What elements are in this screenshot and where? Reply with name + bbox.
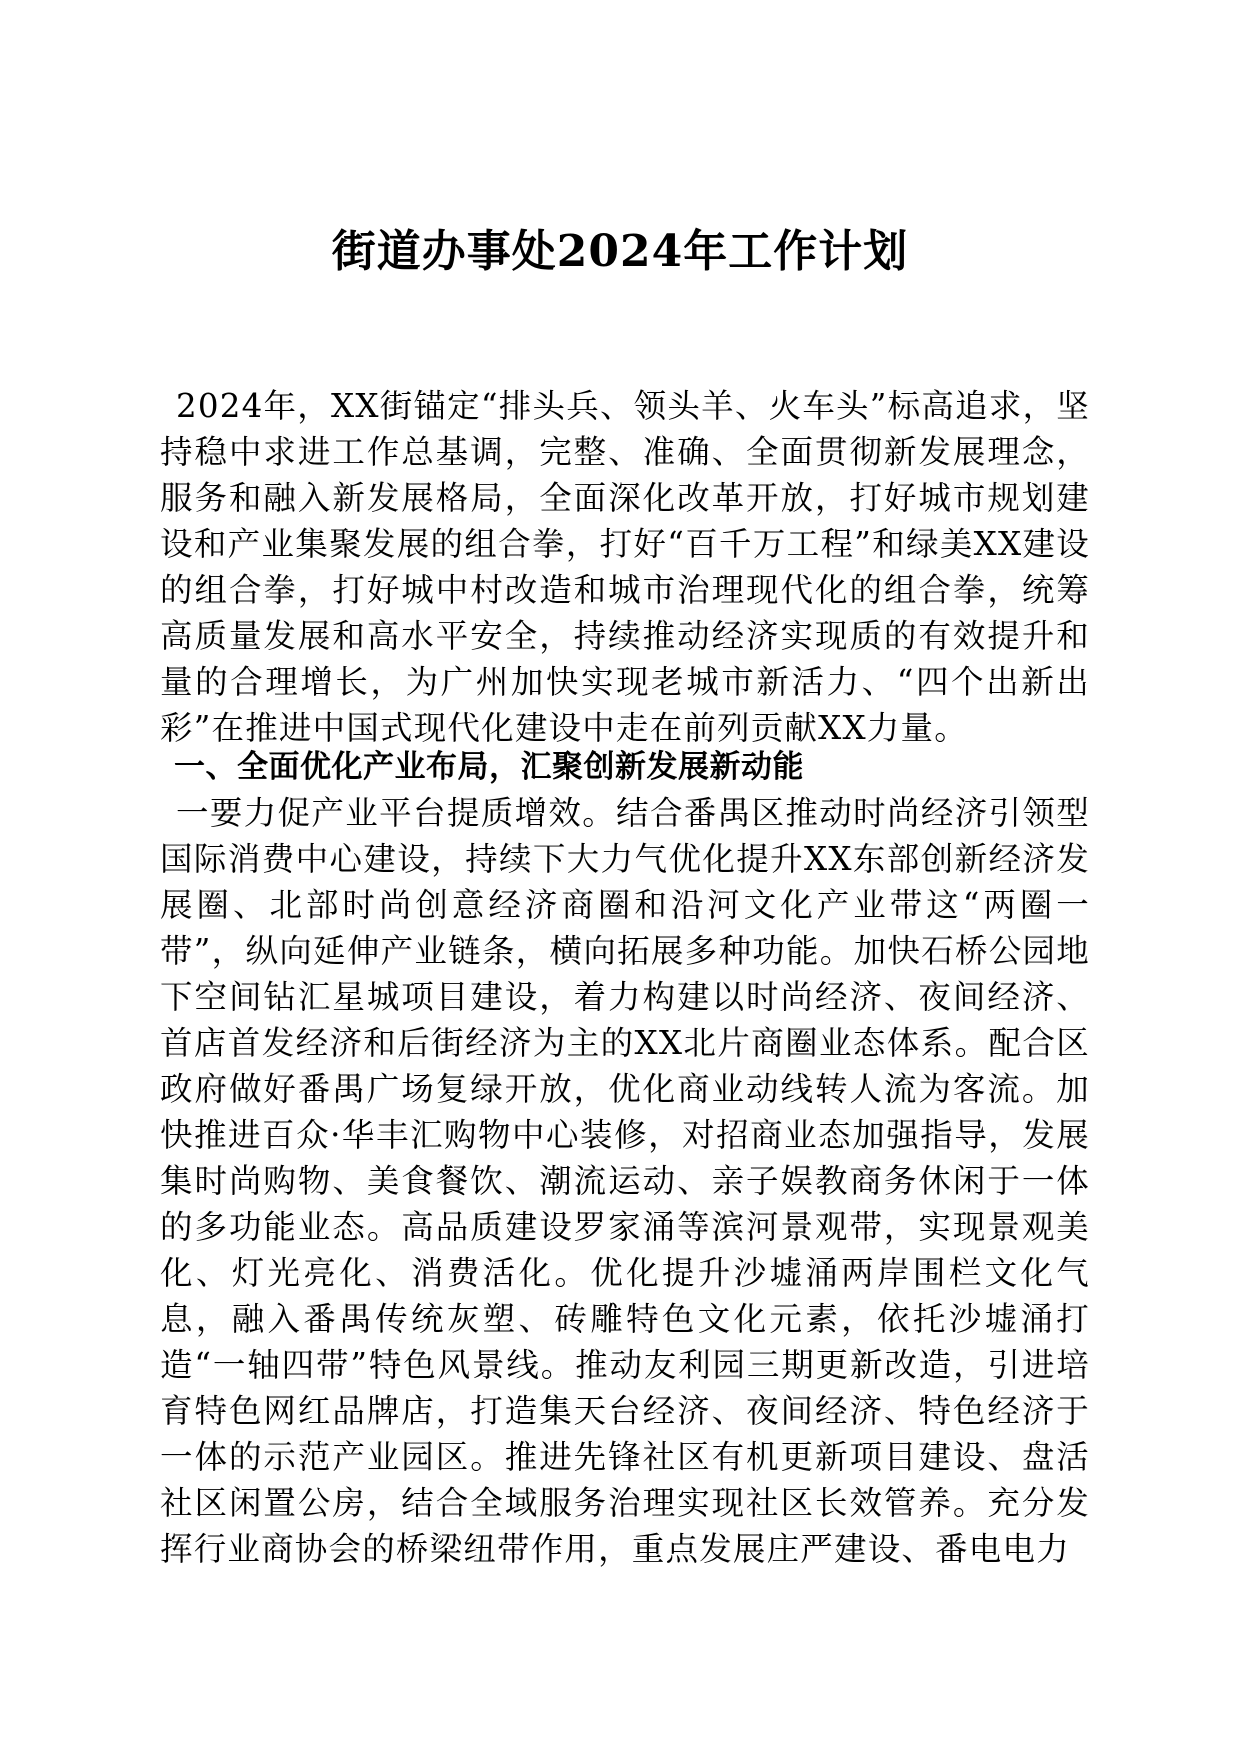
section-heading: 一、全面优化产业布局，汇聚创新发展新动能 [174,749,804,785]
document-title: 街道办事处2024年工作计划 [331,226,909,277]
section-paragraph: 一要力促产业平台提质增效。结合番禺区推动时尚经济引领型国际消费中心建设，持续下大力气优化提升XX东部创新经济发展圈、北部时尚创意经济商圈和沿河文化产业带这“两圈一带”，纵向延伸产业链条，横向拓展多种功能。加快石桥公园地下空间钻汇星城项目建设，着力构建以时尚经济、夜间经济、首店首发经济和后街经济为主的XX北片商圈业态体系。配合区政府做好番禺广场复绿开放，优化商业动线转人流为客流。加快推进百众·华丰汇购物中心装修，对招商业态加强指导，发展集时尚购物、美食餐饮、潮流运动、亲子娱教商务休闲于一体的多功能业态。高品质建设罗家涌等滨河景观带，实现景观美化、灯光亮化、消费活化。优化提升沙墟涌两岸围栏文化气息，融入番禺传统灰塑、砖雕特色文化元素，依托沙墟涌打造“一轴四带”特色风景线。推动友利园三期更新改造，引进培育特色网红品牌店，打造集天台经济、夜间经济、特色经济于一体的示范产业园区。推进先锋社区有机更新项目建设、盘活社区闲置公房，结合全域服务治理实现社区长效管养。充分发挥行业商协会的桥梁纽带作用，重点发展庄严建设、番电电力 [160,794,1090,1568]
intro-paragraph: 2024年，XX街锚定“排头兵、领头羊、火车头”标高追求，坚持稳中求进工作总基调，完整、准确、全面贯彻新发展理念，服务和融入新发展格局，全面深化改革开放，打好城市规划建设和产业集聚发展的组合拳，打好“百千万工程”和绿美XX建设的组合拳，打好城中村改造和城市治理现代化的组合拳，统筹高质量发展和高水平安全，持续推动经济实现质的有效提升和量的合理增长，为广州加快实现老城市新活力、“四个出新出彩”在推进中国式现代化建设中走在前列贡献XX力量。 [160,387,1090,747]
